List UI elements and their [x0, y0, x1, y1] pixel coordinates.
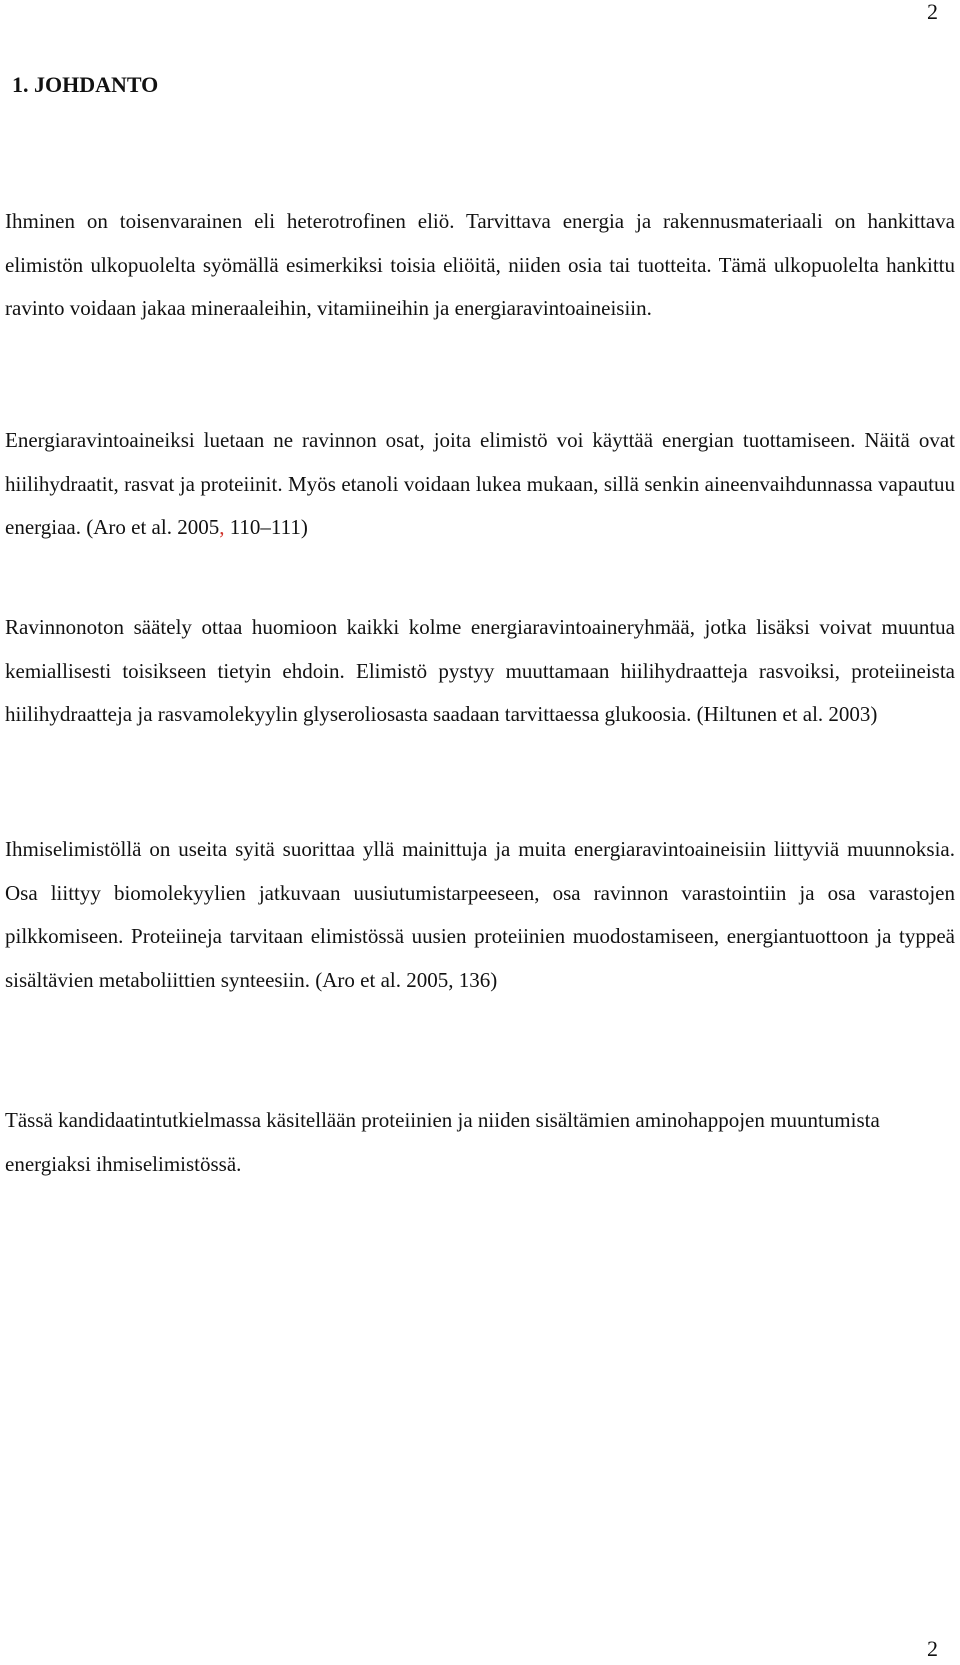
paragraph-thesis-scope: Tässä kandidaatintutkielmassa käsitellään proteiinien ja niiden sisältämien aminohappojen muuntumista energiaksi ihmiselimistössä. — [5, 1108, 880, 1176]
citation-comma: , — [219, 515, 225, 539]
citation-pages: 110–111) — [224, 515, 308, 539]
section-heading: 1. JOHDANTO — [12, 72, 159, 97]
page-number-top: 2 — [927, 0, 938, 24]
paragraph-heterotroph: Ihminen on toisenvarainen eli heterotrofinen eliö. Tarvittava energia ja rakennusmateriaali on hankittava elimistön ulkopuolelta syömällä esimerkiksi toisia eliöitä, niiden osia tai tuotteita. Tämä ulkopuolelta hankittu ravinto voidaan jakaa mineraaleihin, vitamiineihin ja energiaravintoaineisiin. — [5, 209, 955, 320]
page-number-bottom: 2 — [927, 1636, 938, 1661]
paragraph-conversions: Ihmiselimistöllä on useita syitä suorittaa yllä mainittuja ja muita energiaravintoaineisiin liittyviä muunnoksia. Osa liittyy biomolekyylien jatkuvaan uusiutumistarpeeseen, osa ravinnon varastointiin ja osa varastojen pilkkomiseen. Proteiineja tarvitaan elimistössä uusien proteiinien muodostamiseen, energiantuottoon ja typpeä sisältävien metaboliittien synteesiin. (Aro et al. 2005, 136) — [5, 837, 955, 992]
paragraph-intake-regulation: Ravinnonoton säätely ottaa huomioon kaikki kolme energiaravintoaineryhmää, jotka lisäksi voivat muuntua kemiallisesti toisikseen tietyin ehdoin. Elimistö pystyy muuttamaan hiilihydraatteja rasvoiksi, proteiineista hiilihydraatteja ja rasvamolekyylin glyseroliosasta saadaan tarvittaessa glukoosia. (Hiltunen et al. 2003) — [5, 615, 955, 726]
paragraph-energy-nutrients — [5, 419, 955, 550]
paragraph-energy-nutrients-text: Energiaravintoaineiksi luetaan ne ravinnon osat, joita elimistö voi käyttää energian tuottamiseen. Näitä ovat hiilihydraatit, rasvat ja proteiinit. Myös etanoli voidaan lukea mukaan, sillä senkin aineenvaihdunnassa vapautuu energiaa. (Aro et al. 2005 — [5, 428, 955, 539]
